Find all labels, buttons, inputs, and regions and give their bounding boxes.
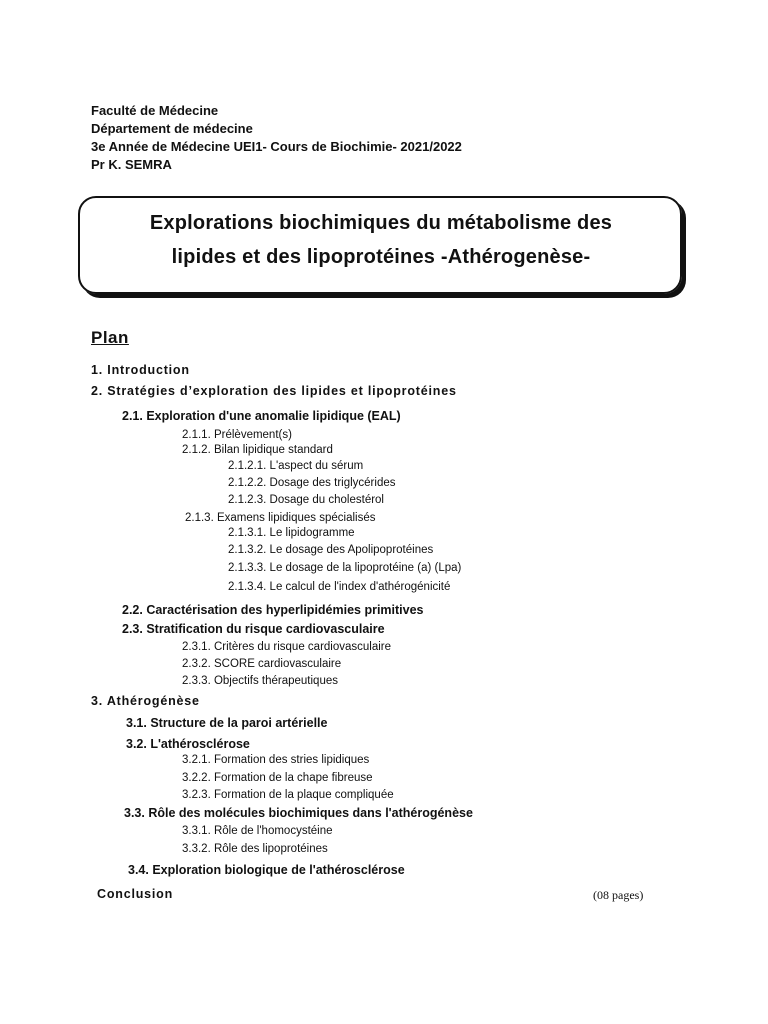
plan-heading: Plan	[91, 328, 129, 347]
plan-item: 2.3.3. Objectifs thérapeutiques	[182, 675, 338, 687]
plan-item: 2.1. Exploration d'une anomalie lipidique (EAL)	[122, 409, 401, 423]
plan-item: 2.1.3.2. Le dosage des Apolipoprotéines	[228, 544, 434, 556]
plan-item: 3.2.3. Formation de la plaque compliquée	[182, 789, 394, 801]
plan-item: 3.4. Exploration biologique de l'athérosclérose	[128, 863, 405, 877]
plan-item: 2.3.1. Critères du risque cardiovasculaire	[182, 641, 392, 653]
plan-item: 2.3. Stratification du risque cardiovasculaire	[122, 622, 385, 636]
plan-item: 2.3.2. SCORE cardiovasculaire	[182, 658, 342, 670]
plan-item: 2.1.1. Prélèvement(s)	[182, 429, 292, 441]
plan-item: 3.1. Structure de la paroi artérielle	[126, 716, 328, 730]
plan-item: 2.1.3.4. Le calcul de l'index d'athérogénicité	[228, 581, 451, 593]
plan-item: 3.2. L'athérosclérose	[126, 737, 250, 751]
plan-item: 2. Stratégies d’exploration des lipides et lipoprotéines	[91, 384, 457, 398]
plan-item: 2.1.2. Bilan lipidique standard	[182, 444, 333, 456]
plan-item: 2.1.2.2. Dosage des triglycérides	[228, 477, 396, 489]
title-line-1: Explorations biochimiques du métabolisme des	[149, 212, 613, 234]
plan-item: 3.3.2. Rôle des lipoprotéines	[182, 843, 328, 855]
plan-item: 2.1.3.3. Le dosage de la lipoprotéine (a) (Lpa)	[228, 562, 462, 574]
plan-item: 2.1.2.3. Dosage du cholestérol	[228, 494, 384, 506]
plan-item: 2.1.2.1. L'aspect du sérum	[228, 460, 364, 472]
department-line: Département de médecine	[91, 121, 253, 136]
plan-item: 3.2.2. Formation de la chape fibreuse	[182, 772, 373, 784]
plan-item: 1. Introduction	[91, 363, 190, 377]
faculty-line: Faculté de Médecine	[91, 103, 219, 118]
course-line: 3e Année de Médecine UEI1- Cours de Biochimie- 2021/2022	[91, 139, 462, 154]
plan-item: 2.2. Caractérisation des hyperlipidémies primitives	[122, 603, 424, 617]
professor-line: Pr K. SEMRA	[91, 157, 172, 172]
plan-item: 3. Athérogénèse	[91, 694, 200, 708]
plan-item: Conclusion	[97, 887, 174, 901]
plan-item: 2.1.3. Examens lipidiques spécialisés	[185, 512, 376, 524]
plan-item: 3.3. Rôle des molécules biochimiques dans l'athérogénèse	[124, 806, 473, 820]
title-box	[78, 196, 682, 294]
plan-item: 2.1.3.1. Le lipidogramme	[228, 527, 355, 539]
page-count: (08 pages)	[593, 888, 644, 902]
plan-item: 3.3.1. Rôle de l'homocystéine	[182, 825, 333, 837]
title-line-2: lipides et des lipoprotéines -Athérogenèse-	[171, 246, 591, 268]
plan-item: 3.2.1. Formation des stries lipidiques	[182, 754, 370, 766]
